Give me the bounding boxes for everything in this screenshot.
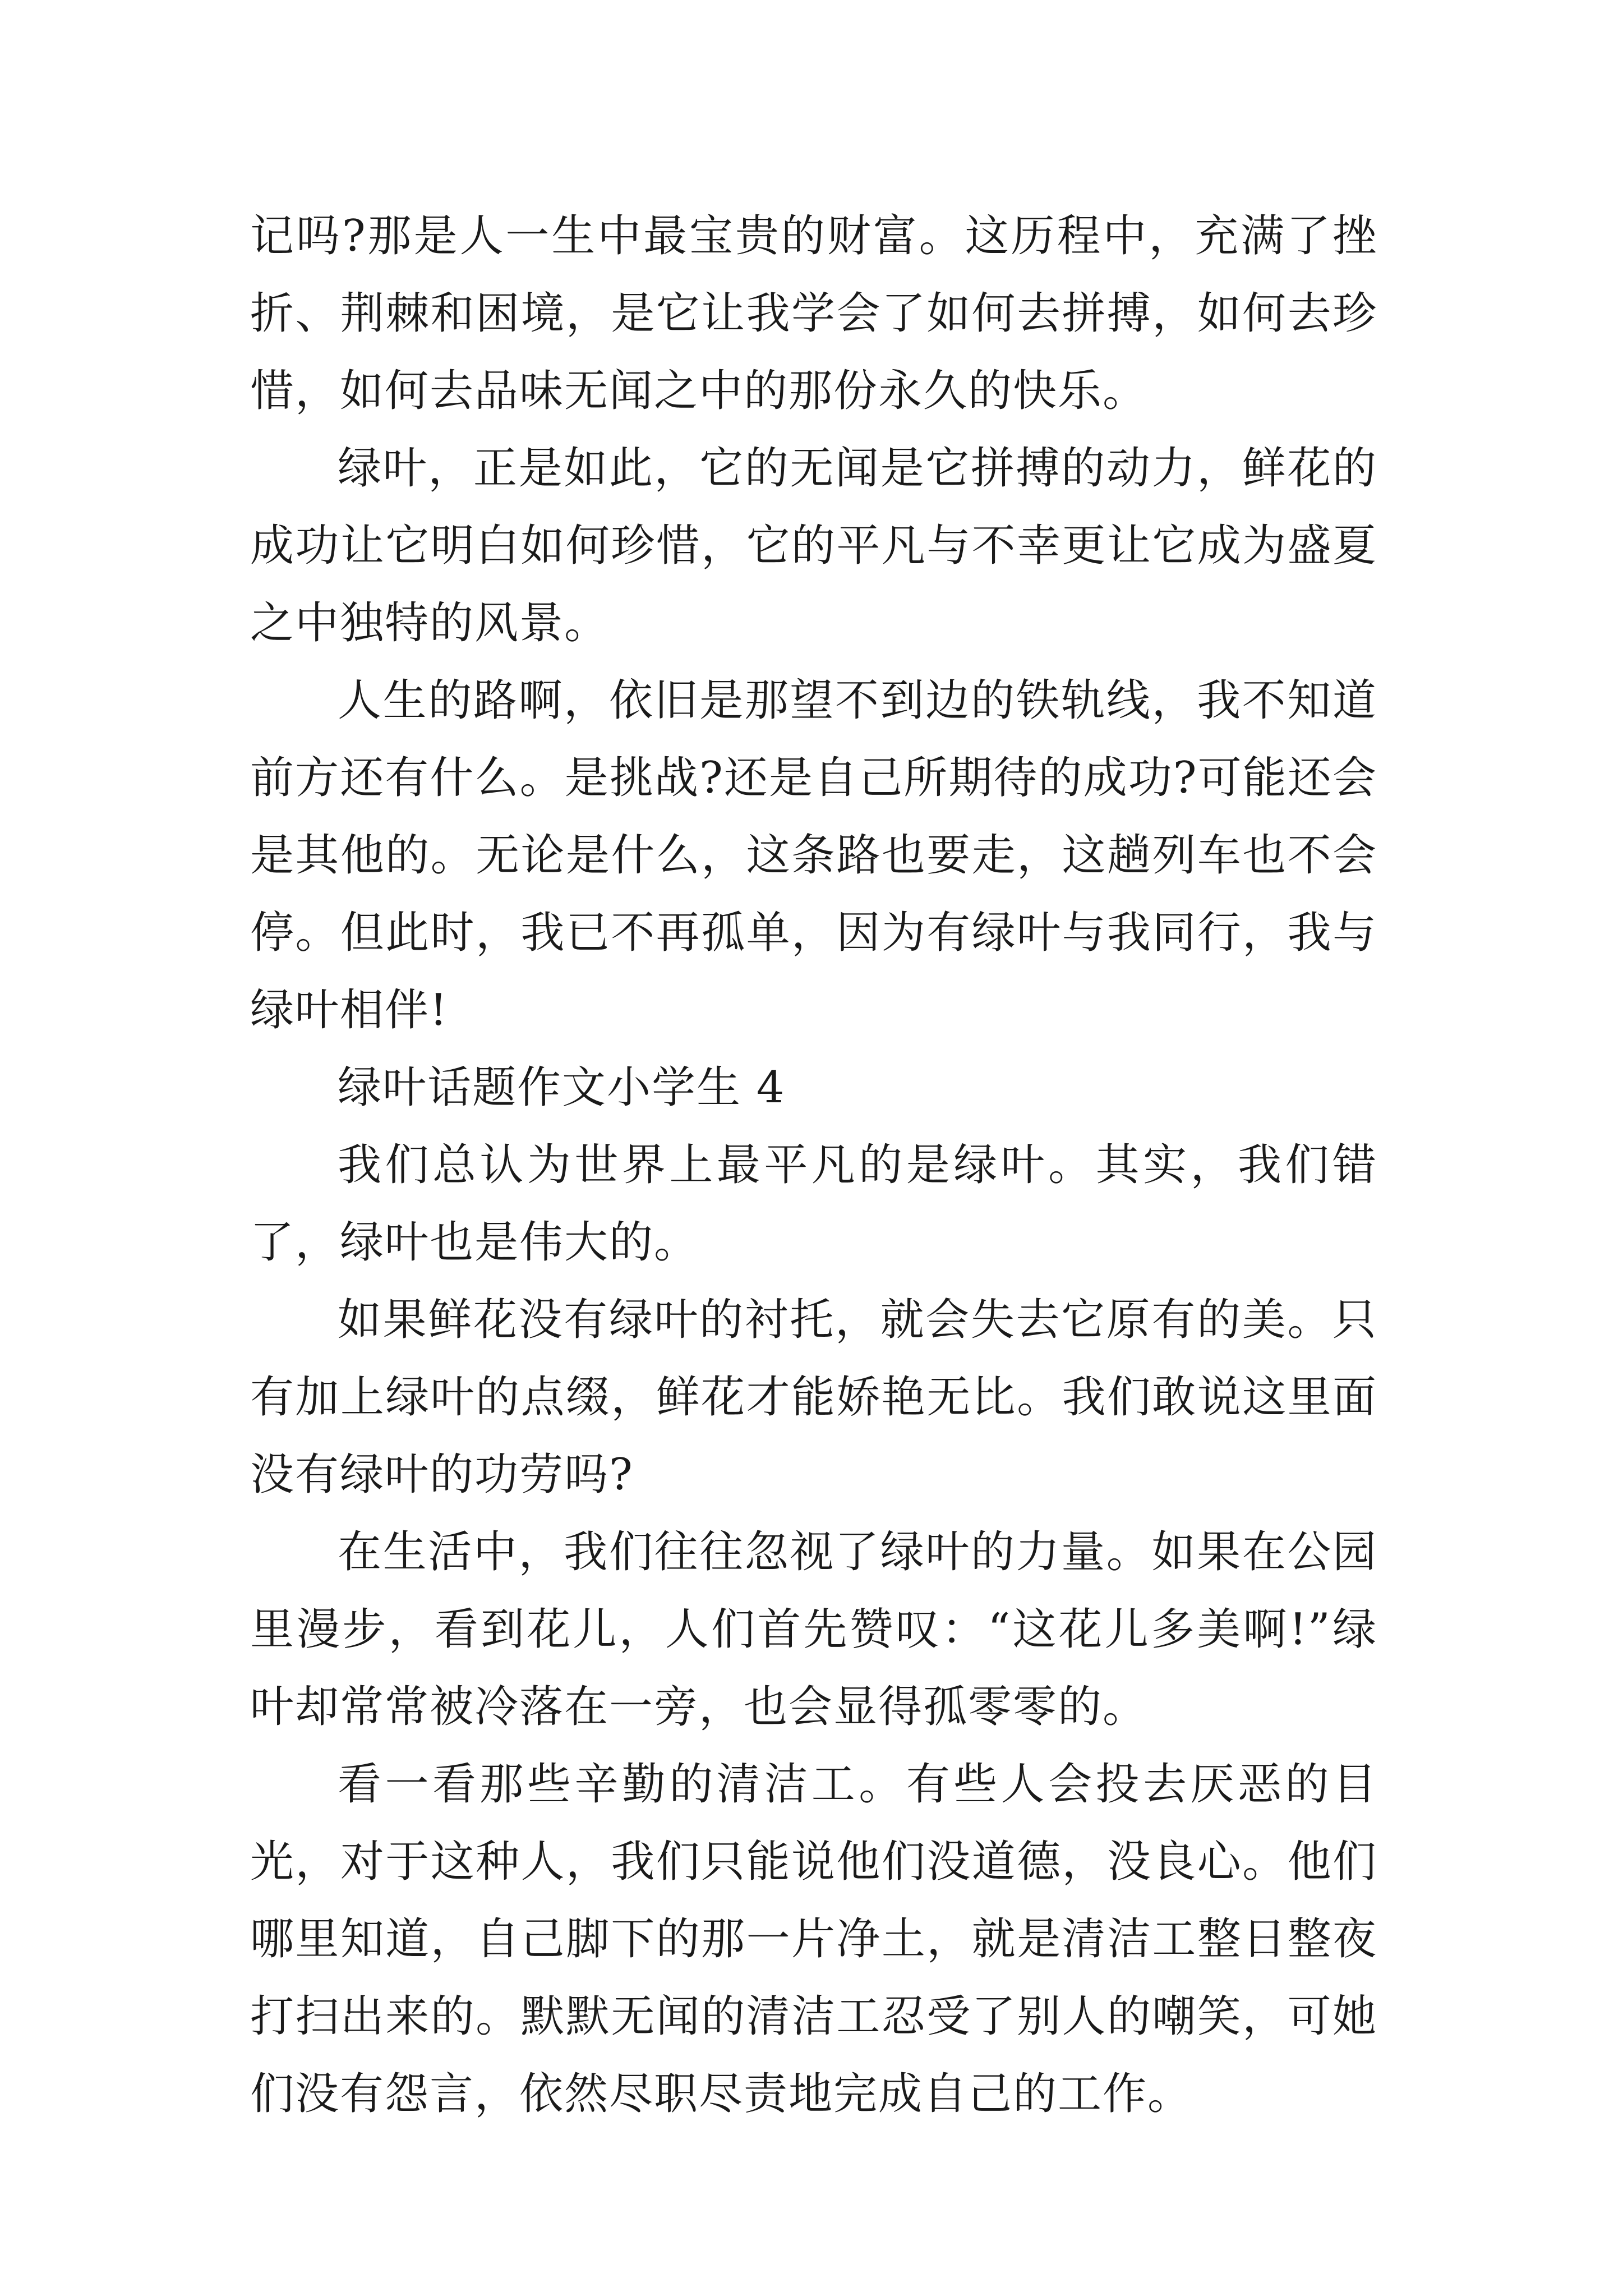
paragraph-5: 我们总认为世界上最平凡的是绿叶。其实，我们错了，绿叶也是伟大的。: [250, 1140, 1377, 1268]
section-heading: 绿叶话题作文小学生 4: [338, 1062, 786, 1113]
paragraph-1: 记吗?那是人一生中最宝贵的财富。这历程中，充满了挫折、荆棘和困境，是它让我学会了如何去拼搏，如何去珍惜，如何去品味无闻之中的那份永久的快乐。: [250, 211, 1377, 416]
paragraph-8: 看一看那些辛勤的清洁工。有些人会投去厌恶的目光，对于这种人，我们只能说他们没道德，没良心。他们哪里知道，自己脚下的那一片净土，就是清洁工整日整夜打扫出来的。默默无闻的清洁工忍受了别人的嘲笑，可她们没有怨言，依然尽职尽责地完成自己的工作。: [250, 1759, 1377, 2119]
paragraph-7: 在生活中，我们往往忽视了绿叶的力量。如果在公园里漫步，看到花儿，人们首先赞叹：“这花儿多美啊!”绿叶却常常被冷落在一旁，也会显得孤零零的。: [250, 1527, 1377, 1732]
document-body: [250, 197, 1377, 2133]
paragraph-3: 人生的路啊，依旧是那望不到边的铁轨线，我不知道前方还有什么。是挑战?还是自己所期待的成功?可能还会是其他的。无论是什么，这条路也要走，这趟列车也不会停。但此时，我已不再孤单，因为有绿叶与我同行，我与绿叶相伴!: [250, 675, 1377, 1036]
paragraph-6: 如果鲜花没有绿叶的衬托，就会失去它原有的美。只有加上绿叶的点缀，鲜花才能娇艳无比。我们敢说这里面没有绿叶的功劳吗?: [250, 1295, 1377, 1500]
paragraph-2: 绿叶，正是如此，它的无闻是它拼搏的动力，鲜花的成功让它明白如何珍惜，它的平凡与不幸更让它成为盛夏之中独特的风景。: [250, 443, 1377, 648]
